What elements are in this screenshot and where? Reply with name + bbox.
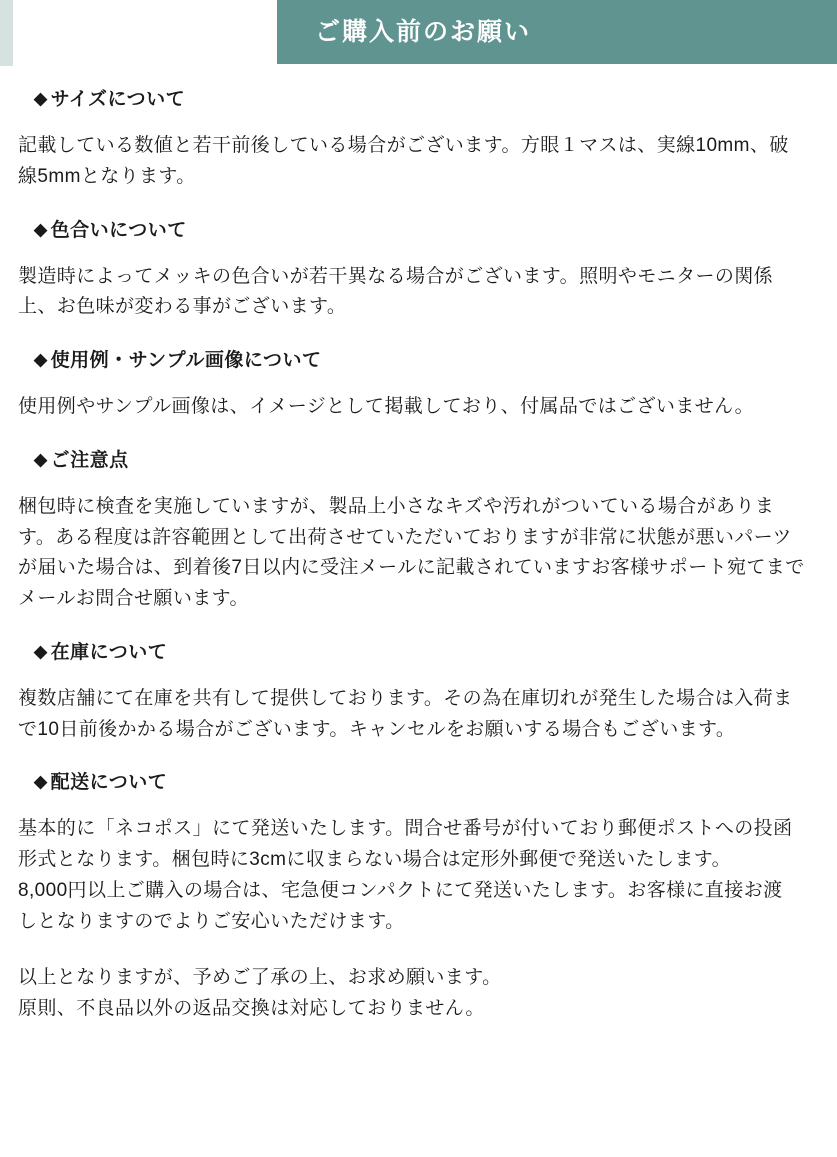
body-line: 基本的に「ネコポス」にて発送いたします。問合せ番号が付いており郵便ポストへの投函 [18,818,793,840]
section-heading [18,637,819,664]
section-cautions [18,445,819,615]
page-title: ご購入前のお願い [315,18,532,46]
section-heading [18,84,819,111]
section-stock [18,637,819,746]
header-accent-band [0,0,13,66]
header-bar [277,0,837,64]
body-line: 線5mmとなります。 [18,165,196,187]
body-line: で10日前後かかる場合がございます。キャンセルをお願いする場合もございます。 [18,718,736,740]
body-line: 記載している数値と若干前後している場合がございます。方眼１マスは、実線10mm、破 [18,135,789,156]
notice-content [0,64,837,1025]
section-size [18,84,819,193]
closing-line: 以上となりますが、予めご了承の上、お求め願います。 [18,967,502,989]
section-heading [18,445,819,472]
section-heading-text: サイズについて [50,89,186,110]
section-body [18,684,819,746]
body-line: が届いた場合は、到着後7日以内に受注メールに記載されていますお客様サポート宛てまで [18,557,805,579]
section-body [18,131,819,193]
diamond-icon: ◆ [34,219,48,239]
section-heading [18,215,819,242]
body-line: しとなりますのでよりご安心いただけます。 [18,910,405,932]
diamond-icon: ◆ [34,89,48,108]
closing-note [18,963,819,1025]
section-body [18,492,819,615]
section-heading [18,767,819,794]
section-body [18,392,819,423]
closing-line: 原則、不良品以外の返品交換は対応しておりません。 [18,998,485,1020]
section-sample-image [18,345,819,423]
body-line: メールお問合せ願います。 [18,588,249,610]
section-heading [18,345,819,372]
body-line: 製造時によってメッキの色合いが若干異なる場合がございます。照明やモニターの関係 [18,265,774,287]
diamond-icon: ◆ [34,641,48,661]
diamond-icon: ◆ [34,772,48,792]
body-line: 形式となります。梱包時に3cmに収まらない場合は定形外郵便で発送いたします。 [18,849,732,871]
body-line: 使用例やサンプル画像は、イメージとして掲載しており、付属品ではございません。 [18,396,755,418]
body-line: 上、お色味が変わる事がございます。 [18,296,347,318]
section-heading-text: 色合いについて [50,219,187,241]
section-heading-text: ご注意点 [50,449,129,471]
section-body [18,262,819,324]
section-heading-text: 在庫について [50,641,168,663]
diamond-icon: ◆ [34,449,48,469]
section-body [18,814,819,937]
section-shipping [18,767,819,937]
body-line: 8,000円以上ご購入の場合は、宅急便コンパクトにて発送いたします。お客様に直接お渡 [18,879,783,901]
body-line: す。ある程度は許容範囲として出荷させていただいておりますが非常に状態が悪いパーツ [18,526,792,548]
body-line: 梱包時に検査を実施していますが、製品上小さなキズや汚れがついている場合がありま [18,495,775,517]
section-heading-text: 配送について [50,772,168,794]
diamond-icon: ◆ [34,350,48,370]
section-heading-text: 使用例・サンプル画像について [50,350,322,372]
body-line: 複数店舗にて在庫を共有して提供しております。その為在庫切れが発生した場合は入荷ま [18,687,793,709]
section-color [18,215,819,324]
